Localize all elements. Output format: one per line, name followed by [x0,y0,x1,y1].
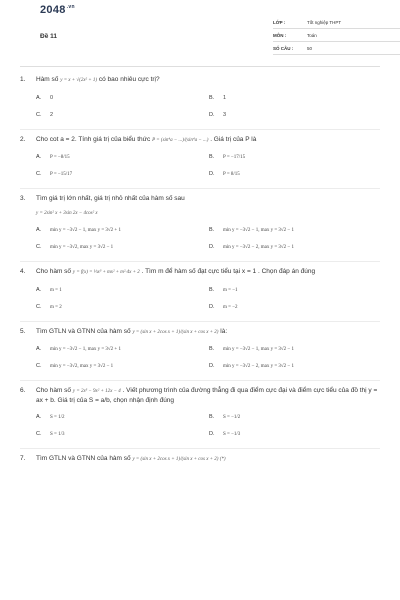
meta-value: 50 [307,46,313,51]
question-stem [20,455,380,465]
meta-row-class [273,18,400,29]
question-7 [20,455,380,465]
option-text: S = 1/2 [50,415,65,420]
option-letter: A. [36,286,42,293]
option-letter: D. [209,244,215,250]
header-divider [20,66,380,67]
option-text: min y = −3√2 − 1, max y = 3√2 + 1 [50,347,121,352]
option-text: min y = −3√2 − 2, max y = 3√2 − 1 [223,364,294,369]
option-text: min y = −3√2 − 2, max y = 3√2 − 1 [223,245,294,250]
option-text: P = −8/15 [50,155,70,160]
question-5 [20,328,380,371]
question-2 [20,136,380,179]
meta-label: SỐ CÂU : [273,46,294,51]
option-letter: A. [36,94,42,101]
question-1 [20,76,380,119]
option-text: min y = −3√2, max y = 3√2 − 1 [50,245,114,250]
question-stem [20,328,380,338]
option-letter: D. [209,111,215,118]
option-letter: C. [36,363,42,369]
answer-option[interactable] [209,414,380,421]
question-number: 4. [20,268,26,275]
question-stem [20,268,380,278]
question-divider [20,261,380,262]
option-letter: B. [209,227,215,233]
option-letter: D. [209,303,215,310]
question-divider [20,321,380,322]
question-divider [20,188,380,189]
option-text: 0 [50,94,54,101]
question-text-tail: . Giá trị của P là [210,135,257,143]
question-sub-formula: y = 2sin² x + 3sin 2x − 4cos² x [36,210,98,216]
option-letter: B. [209,94,215,101]
exam-meta [273,18,400,57]
question-number: 7. [20,455,26,462]
question-stem [20,195,380,218]
question-divider [20,380,380,381]
answer-options [20,346,380,370]
question-number: 1. [20,76,26,83]
question-text-tail: có bao nhiêu cực trị? [98,76,160,83]
question-divider [20,448,380,449]
option-letter: B. [209,346,215,352]
answer-option[interactable] [209,95,380,102]
option-letter: C. [36,171,42,177]
answer-option[interactable] [209,244,380,251]
answer-option[interactable] [209,171,380,178]
option-letter: C. [36,431,42,437]
question-number: 5. [20,327,26,335]
exam-header [20,0,380,62]
option-text: S = 1/3 [50,432,65,437]
option-text: 1 [223,94,227,101]
answer-options [20,227,380,251]
answer-option[interactable] [36,287,209,294]
answer-option[interactable] [36,227,209,234]
question-text: Cho hàm số [36,268,72,275]
meta-value: Tốt nghiệp THPT [307,20,342,25]
option-letter: D. [209,171,215,177]
question-number: 6. [20,387,26,394]
option-text: P = −15/17 [50,172,73,177]
question-text: Tìm GTLN và GTNN của hàm số [36,327,131,335]
answer-option[interactable] [36,244,209,251]
option-text: P = −17/15 [223,155,246,160]
answer-option[interactable] [209,154,380,161]
answer-option[interactable] [36,363,209,370]
question-stem [20,76,380,86]
answer-option[interactable] [209,227,380,234]
question-stem [20,387,380,405]
option-letter: D. [209,363,215,369]
question-text: Cho hàm số [36,387,72,394]
answer-option[interactable] [209,431,380,438]
option-letter: B. [209,154,215,160]
question-formula: y = 2x³ − 9x² + 12x − 4 [72,389,121,394]
meta-label: MÔN : [273,33,287,38]
option-letter: C. [36,111,42,118]
option-text: m = −1 [223,287,238,293]
answer-option[interactable] [36,112,209,119]
question-number: 2. [20,135,26,143]
option-text: S = −1/2 [223,415,241,420]
option-letter: A. [36,227,42,233]
question-3 [20,195,380,251]
question-text: Hàm số [36,76,59,83]
option-letter: A. [36,346,42,352]
answer-option[interactable] [36,154,209,161]
question-text: Tìm GTLN và GTNN của hàm số [36,455,131,462]
question-text: Tìm giá trị lớn nhất, giá trị nhỏ nhất của hàm số sau [36,195,185,202]
meta-row-subject [273,31,400,42]
answer-option[interactable] [36,304,209,311]
option-letter: B. [209,414,215,420]
option-letter: A. [36,154,42,160]
option-text: min y = −3√2, max y = 3√2 − 1 [50,364,114,369]
option-text: m = −2 [223,304,238,310]
question-formula: y = x + √(2x² + 1) [60,78,98,83]
question-stem [20,136,380,146]
answer-option[interactable] [209,346,380,353]
option-letter: D. [209,431,215,437]
answer-options [20,287,380,311]
answer-options [20,414,380,438]
answer-option[interactable] [36,431,209,438]
question-4 [20,268,380,311]
logo-suffix: .vn [66,4,75,11]
meta-row-question-count [273,44,400,55]
meta-label: LỚP : [273,20,286,25]
option-text: min y = −3√2 − 1, max y = 3√2 − 1 [223,347,294,352]
question-formula: P = (sin⁴a − ...)/(sin⁴a − ...) [152,137,209,143]
question-text: Cho cot a = 2. Tính giá trị của biểu thức [36,135,151,143]
question-text-tail: là: [220,327,228,335]
exam-number: Đề 11 [40,33,57,40]
answer-option[interactable] [209,287,380,294]
option-text: min y = −3√2 − 1, max y = 3√2 − 1 [223,228,294,233]
option-letter: C. [36,244,42,250]
option-text: S = −1/3 [223,432,241,437]
option-text: m = 2 [50,304,62,310]
question-list [20,76,380,475]
answer-options [20,154,380,178]
answer-option[interactable] [36,95,209,102]
option-text: m = 1 [50,287,62,293]
answer-options [20,95,380,119]
option-text: min y = −3√2 − 1, max y = 3√2 + 1 [50,228,121,233]
question-6 [20,387,380,438]
option-text: P = 8/15 [223,172,240,177]
question-formula: y = f(x) = ⅓x³ + mx² + m²·4x + 2 [72,270,140,275]
question-formula: y = (sin x + 2cos x + 1)/(sin x + cos x + 2) (*) [132,457,226,462]
site-logo[interactable] [40,4,75,16]
option-text: 2 [50,111,54,118]
answer-option[interactable] [209,304,380,311]
question-text-tail: . Viết phương trình của đường thẳng đi qua điểm cực đại và điểm cực tiểu của đồ thị y = ax + b. Giá trị của S = a/b, chọn nhận định đúng [36,387,378,404]
answer-option[interactable] [36,171,209,178]
answer-option[interactable] [36,346,209,353]
answer-option[interactable] [36,414,209,421]
meta-value: Toán [307,33,317,38]
question-number: 3. [20,195,26,202]
option-letter: A. [36,414,42,420]
question-formula: y = (sin x + 2cos x + 1)/(sin x + cos x + 2) [132,329,219,335]
answer-option[interactable] [209,363,380,370]
logo-text: 2048 [40,4,66,16]
option-letter: C. [36,303,42,310]
option-letter: B. [209,286,215,293]
question-text-tail: . Tìm m để hàm số đạt cực tiểu tại x = 1 . Chọn đáp án đúng [141,268,316,275]
option-text: 3 [223,111,227,118]
answer-option[interactable] [209,112,380,119]
question-divider [20,129,380,130]
